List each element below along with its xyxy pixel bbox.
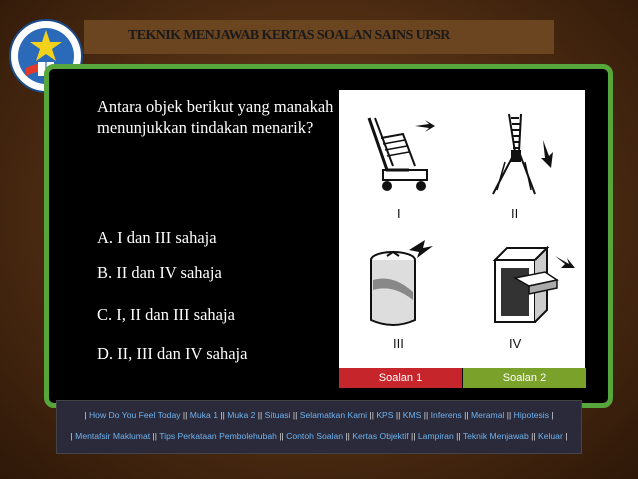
nav-separator: || (408, 431, 418, 441)
figure-label-2: II (511, 206, 519, 221)
tab-soalan-1[interactable]: Soalan 1 (339, 368, 462, 388)
nav-link-kps[interactable]: KPS (376, 410, 394, 420)
nav-separator: | (70, 431, 76, 441)
nav-separator: | (84, 410, 89, 420)
nav-separator: || (255, 410, 265, 420)
nav-link-muka-1[interactable]: Muka 1 (189, 410, 218, 420)
figure-label-4: IV (509, 336, 522, 351)
nav-separator: || (504, 410, 514, 420)
nav-separator: || (528, 431, 538, 441)
nav-separator: || (290, 410, 300, 420)
nav-link-selamatkan-kami[interactable]: Selamatkan Kami (299, 410, 368, 420)
nav-link-inferens[interactable]: Inferens (430, 410, 462, 420)
nav-separator: || (343, 431, 353, 441)
nav-separator: || (461, 410, 471, 420)
nav-link-hipotesis[interactable]: Hipotesis (513, 410, 550, 420)
nav-link-muka-2[interactable]: Muka 2 (227, 410, 256, 420)
nav-link-keluar[interactable]: Keluar (537, 431, 563, 441)
nav-link-kertas-objektif[interactable]: Kertas Objektif (352, 431, 409, 441)
tab-soalan-2[interactable]: Soalan 2 (463, 368, 586, 388)
nav-separator: || (393, 410, 403, 420)
navigation-bar (56, 400, 582, 454)
nav-link-meramal[interactable]: Meramal (470, 410, 505, 420)
nav-separator: || (180, 410, 190, 420)
nav-separator: || (421, 410, 431, 420)
nav-separator: || (150, 431, 160, 441)
option-a[interactable]: A. I dan III sahaja (97, 228, 217, 247)
question-figure (339, 90, 585, 368)
nav-link-kms[interactable]: KMS (402, 410, 422, 420)
nav-link-situasi[interactable]: Situasi (264, 410, 291, 420)
nav-separator: || (367, 410, 377, 420)
nav-separator: || (217, 410, 228, 420)
question-text: Antara objek berikut yang manakah menunjukkan tindakan menarik? (97, 97, 334, 137)
option-c[interactable]: C. I, II dan III sahaja (97, 305, 235, 324)
nav-separator: || (453, 431, 463, 441)
nav-separator: | (562, 431, 568, 441)
option-b[interactable]: B. II dan IV sahaja (97, 263, 222, 282)
figure-label-1: I (397, 206, 401, 221)
can-icon (367, 240, 439, 332)
nav-link-teknik-menjawab[interactable]: Teknik Menjawab (462, 431, 529, 441)
figure-label-3: III (393, 336, 404, 351)
nav-link-contoh-soalan[interactable]: Contoh Soalan (286, 431, 344, 441)
nav-row-2 (57, 431, 581, 441)
nav-link-how-do-you-feel-today[interactable]: How Do You Feel Today (88, 410, 181, 420)
nav-link-mentafsir-maklumat[interactable]: Mentafsir Maklumat (75, 431, 151, 441)
nav-link-lampiran[interactable]: Lampiran (417, 431, 454, 441)
nav-separator: || (276, 431, 287, 441)
drawer-cabinet-icon (485, 242, 577, 328)
nav-link-tips-perkataan-pembolehubah[interactable]: Tips Perkataan Pembolehubah (159, 431, 277, 441)
trolley-icon (359, 114, 439, 196)
nav-row-1 (57, 410, 581, 420)
page-title: TEKNIK MENJAWAB KERTAS SOALAN SAINS UPSR (128, 28, 450, 43)
option-d[interactable]: D. II, III dan IV sahaja (97, 344, 248, 363)
zipper-icon (485, 112, 565, 198)
nav-separator: | (549, 410, 554, 420)
